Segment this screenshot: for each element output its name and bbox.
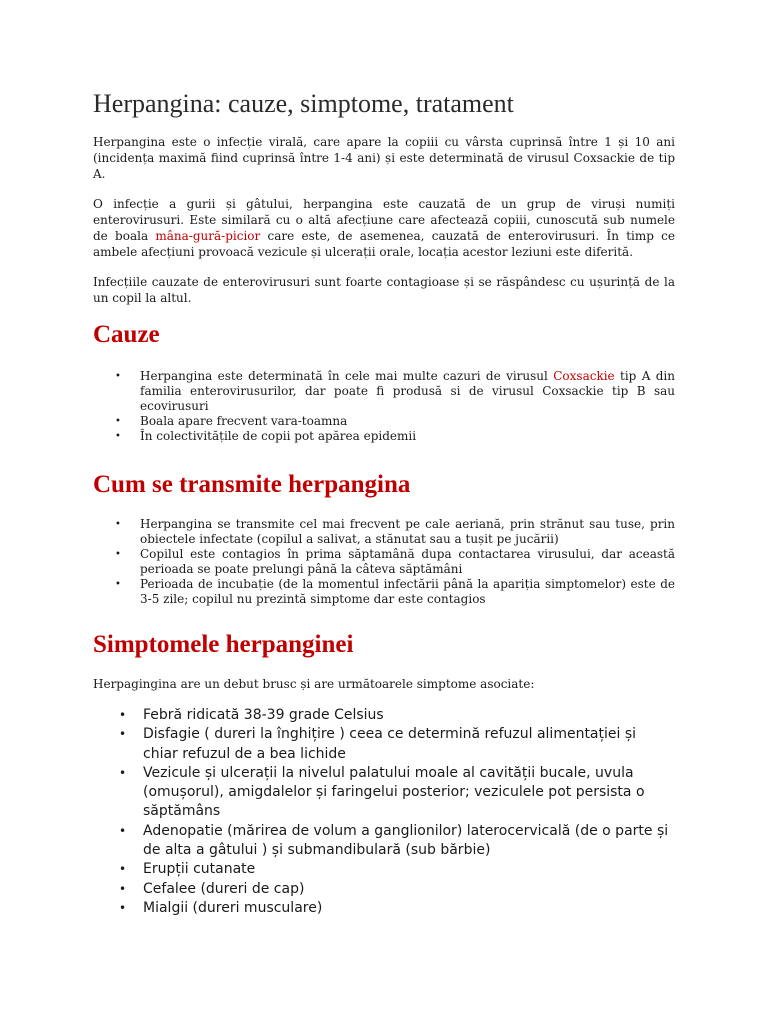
- bullet-icon: •: [119, 862, 127, 877]
- list-item-text: Cefalee (dureri de cap): [143, 880, 305, 897]
- list-item: [119, 860, 675, 879]
- page-title: Herpangina: cauze, simptome, tratament: [93, 89, 514, 118]
- list-item: [119, 899, 675, 918]
- list-item: [119, 880, 675, 899]
- bullet-icon: •: [119, 708, 127, 722]
- bullet-icon: •: [119, 727, 127, 742]
- list-item: [115, 517, 675, 547]
- bullet-icon: •: [115, 549, 121, 560]
- bullet-icon: •: [119, 900, 127, 915]
- paragraph-text: care este, de asemenea, cauzată de enterovirusuri. În timp ce ambele afecțiuni provoacă vezicule și ulcerații orale, locația acestor leziuni este diferită.: [93, 229, 675, 259]
- list-item-text: Herpangina se transmite cel mai frecvent pe cale aeriană, prin strănut sau tuse, prin obiectele infectate (copilul a salivat, a stănutat sau a tușit pe jucării): [140, 517, 675, 546]
- list-item-text: Vezicule și ulcerații la nivelul palatului moale al cavității bucale, uvula (omușorul), amigdalelor și faringelui posterior; veziculele pot persista o săptămâns: [143, 764, 645, 820]
- bullet-icon: •: [119, 823, 127, 838]
- list-item: [115, 429, 675, 444]
- list-item: [119, 706, 675, 725]
- bullet-icon: •: [115, 519, 121, 530]
- list-item: [115, 577, 675, 607]
- section-heading-cauze: Cauze: [93, 321, 160, 348]
- paragraph-text: O infecție a gurii și gâtului, herpangina este cauzată de un grup de viruși numiți enterovirusuri. Este similară cu o altă afecțiune care afectează copiii, cunoscută sub numele de boala: [93, 197, 675, 243]
- bullet-icon: •: [115, 371, 121, 382]
- list-item-text: Copilul este contagios în prima săptamână dupa contactarea virusului, dar această perioada se poate prelungi până la câteva săptămâni: [140, 547, 675, 576]
- list-item-text: Boala apare frecvent vara-toamna: [140, 414, 348, 428]
- intro-paragraph-3: Infecțiile cauzate de enterovirusuri sunt foarte contagioase și se răspândesc cu ușurință de la un copil la altul.: [93, 275, 675, 305]
- list-item-text: Disfagie ( dureri la înghițire ) ceea ce determină refuzul alimentației și chiar refuzul de a bea lichide: [143, 726, 637, 762]
- list-item-text: tip A din familia enterovirusurilor, dar poate fi produsă si de virusul Coxsackie tip B sau ecovirusuri: [140, 369, 675, 413]
- intro-paragraph-2: [93, 196, 675, 260]
- list-item: [119, 764, 675, 822]
- bullet-icon: •: [119, 881, 127, 896]
- section-heading-simptome: Simptomele herpanginei: [93, 631, 354, 658]
- cauze-list: [93, 369, 675, 444]
- bullet-icon: •: [115, 579, 121, 590]
- link-coxsackie[interactable]: Coxsackie: [553, 369, 615, 383]
- bullet-icon: •: [115, 416, 121, 427]
- transmitere-list: [93, 517, 675, 607]
- link-mana-gura-picior[interactable]: mâna-gură-picior: [155, 229, 261, 243]
- list-item-text: Herpangina este determinată în cele mai multe cazuri de virusul: [140, 369, 554, 383]
- list-item-text: În colectivitățile de copii pot apărea epidemii: [140, 429, 417, 443]
- list-item-text: Adenopatie (mărirea de volum a ganglionilor) laterocervicală (de o parte și de alta a gâtului ) și submandibulară (sub bărbie): [143, 822, 669, 859]
- bullet-icon: •: [115, 431, 121, 442]
- list-item-text: Mialgii (dureri musculare): [143, 899, 323, 916]
- list-item: [115, 414, 675, 429]
- document-page: [93, 88, 675, 918]
- simptome-list: [93, 706, 675, 918]
- list-item-text: Febră ridicată 38-39 grade Celsius: [143, 707, 384, 723]
- list-item: [119, 822, 675, 861]
- list-item: [115, 369, 675, 414]
- list-item-text: Perioada de incubație (de la momentul infectării până la apariția simptomelor) este de 3-5 zile; copilul nu prezintă simptome dar este contagios: [140, 577, 675, 606]
- simptome-intro: Herpagingina are un debut brusc și are următoarele simptome asociate:: [93, 677, 535, 691]
- bullet-icon: •: [119, 765, 127, 780]
- section-heading-transmitere: Cum se transmite herpangina: [93, 471, 411, 498]
- list-item: [115, 547, 675, 577]
- list-item: [119, 725, 675, 764]
- intro-paragraph-1: Herpangina este o infecție virală, care apare la copiii cu vârsta cuprinsă între 1 și 10 ani (incidența maximă fiind cuprinsă între 1-4 ani) și este determinată de virusul Coxsackie de tip A.: [93, 135, 675, 181]
- list-item-text: Erupții cutanate: [143, 861, 256, 878]
